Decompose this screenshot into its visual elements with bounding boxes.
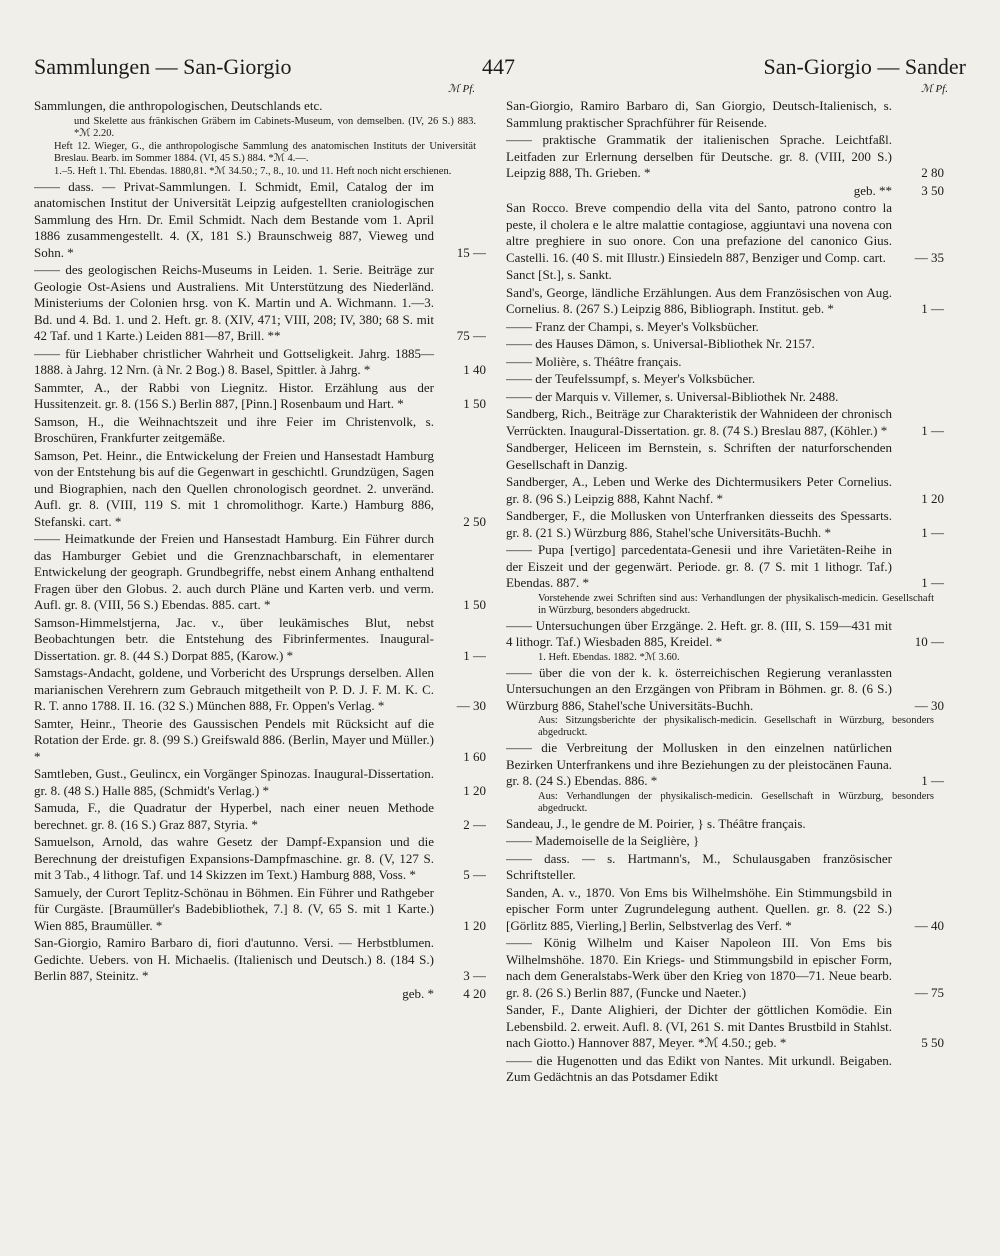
catalog-entry [34,179,486,262]
entry-price: 1 20 [921,490,944,506]
entry-text: Aus: Verhandlungen der physikalisch-medicin. Gesellschaft in Würzburg, besonders abgedruckt. [538,790,934,814]
catalog-entry [506,354,944,371]
catalog-entry [506,593,944,617]
price-unit-right: ℳ Pf. [920,83,948,95]
catalog-entry [34,935,486,985]
entry-price: — 40 [914,917,944,933]
catalog-entry [506,389,944,406]
catalog-entry [506,618,944,651]
catalog-entry [34,346,486,379]
entry-price: 1 — [921,301,944,316]
entry-price: 1 20 [463,782,486,798]
catalog-entry [34,885,486,935]
entry-text: —— Pupa [vertigo] parcedentata-Genesii und ihre Varietäten-Reihe in der Eiszeit und der gegenwärt. Periode. gr. 8. (7 S. mit 1 lithogr. Taf.) Ebendas. 887. * [506,542,892,590]
left-column [34,98,486,1238]
entry-price: 5 50 [921,1035,944,1050]
entry-text: —— dass. — Privat-Sammlungen. I. Schmidt, Emil, Catalog der im anatomischen Institut der Universität Leipzig aufgestellten craniologischen Sammlung des Hrn. Dr. Emil Schmidt. Nach dem Bestande vom 1. April 1886 zusammengestellt. 4. (X, 181 S.) Braunschweig 887, Vieweg und Sohn. * [34,178,434,260]
entry-price: 75 — [456,328,486,343]
entry-text: Vorstehende zwei Schriften sind aus: Verhandlungen der physikalisch-medicin. Gesellschaft in Würzburg, besonders abgedruckt. [538,592,934,616]
catalog-entry [34,448,486,531]
entry-price: 1 — [921,773,944,788]
catalog-entry [506,1002,944,1052]
catalog-entry [506,851,944,884]
entry-text: Samter, Heinr., Theorie des Gaussischen Pendels mit Rücksicht auf die Rotation der Erde. gr. 8. (99 S.) Greifswald 886. (Berlin, Mayer und Müller.) * [34,715,434,764]
catalog-entry [34,834,486,884]
entry-text: —— des Hauses Dämon, s. Universal-Bibliothek Nr. 2157. [506,336,815,351]
catalog-entry [506,508,944,541]
entry-text: —— Molière, s. Théâtre français. [506,353,682,369]
entry-price: 1 — [463,647,486,663]
entry-text: geb. * [402,985,434,1001]
entry-text: —— der Teufelssumpf, s. Meyer's Volksbücher. [506,371,756,386]
entry-text: Heft 12. Wieger, G., die anthropologische Sammlung des anatomischen Instituts der Universität Breslau. Bearb. im Sommer 1884. (VI, 45 S.) 884. *ℳ 4.—. [54,140,476,164]
running-head-left: Sammlungen — San-Giorgio [34,54,292,79]
catalog-entry [506,285,944,318]
entry-text: Samson, Pet. Heinr., die Entwickelung der Freien und Hansestadt Hamburg von der Entstehung bis auf die Gegenwart in geschichtl. Grundzügen, Sagen und Biographien, nach den Quellen chronologisch geordnet. 2. unveränd. Aufl. gr. 8. (VIII, 119 S. mit 1 chromolithogr. Karte.) Hamburg 886, Stefanski. cart. * [34,447,434,529]
entry-price: 2 50 [463,513,486,529]
entry-text: Sandeau, J., le gendre de M. Poirier, } s. Théâtre français. [506,815,806,831]
catalog-entry [34,615,486,665]
catalog-entry [506,715,944,739]
entry-text: —— über die von der k. k. österreichischen Regierung veranlassten Untersuchungen an den Erzgängen von Přibram in Böhmen. gr. 8. (6 S.) Würzburg 886, Stahel'sche Universitäts-Buchh. [506,664,892,713]
entry-price: 1 — [921,524,944,540]
entry-text: Samtleben, Gust., Geulincx, ein Vorgänger Spinozas. Inaugural-Dissertation. gr. 8. (48 S.) Halle 885, (Schmidt's Verlag.) * [34,766,434,798]
price-unit-left: ℳ Pf. [448,83,476,95]
entry-price: — 75 [914,984,944,1000]
catalog-entry [34,116,486,140]
entry-text: Samson-Himmelstjerna, Jac. v., über leukämisches Blut, nebst Beobachtungen betr. die Entstehung des Fibrinfermentes. Inaugural-Dissertation. gr. 8. (44 S.) Dorpat 885, (Karow.) * [34,614,434,663]
entry-price: 3 — [463,968,486,983]
entry-price: — 30 [456,698,486,713]
entry-price: 1 — [921,575,944,590]
entry-text: Sand's, George, ländliche Erzählungen. Aus dem Französischen von Aug. Cornelius. 8. (267 S.) Leipzig 886, Bibliograph. Institut. geb. * [506,284,892,316]
entry-text: San Rocco. Breve compendio della vita del Santo, patrono contro la peste, il cholera e le altre malattie contagiose, aggiuntavi una novena con altre preghiere in suo onore. Con una prefazione del canonico Gius. Castelli. 16. (40 S. mit Illustr.) Einsiedeln 887, Benziger und Comp. cart. [506,200,892,265]
catalog-entry [34,166,486,178]
entry-text: —— der Marquis v. Villemer, s. Universal-Bibliothek Nr. 2488. [506,388,839,404]
catalog-entry [506,885,944,935]
catalog-entry [506,542,944,592]
entry-text: und Skelette aus fränkischen Gräbern im Cabinets-Museum, von demselben. (IV, 26 S.) 883. *ℳ 2.20. [74,115,476,139]
entry-text: Aus: Sitzungsberichte der physikalisch-medicin. Gesellschaft in Würzburg, besonders abgedruckt. [538,715,934,738]
catalog-entry [34,262,486,345]
catalog-entry [34,800,486,833]
entry-text: Samstags-Andacht, goldene, und Vorbericht des Ursprungs derselben. Allen marianischen Verehrern zum Gebrauch mitgetheilt von P. D. J. F. M. K. C. R. T. anno 1788. II. 16. (32 S.) München 888, Fr. Oppen's Verlag. * [34,665,434,713]
entry-text: —— die Verbreitung der Mollusken in den einzelnen natürlichen Bezirken Unterfrankens und ihre Beziehungen zu der pleistocänen Fauna. gr. 8. (24 S.) Ebendas. 886. * [506,740,892,788]
entry-text: Sammlungen, die anthropologischen, Deutschlands etc. [34,98,323,113]
catalog-entry [506,98,944,131]
entry-text: —— Untersuchungen über Erzgänge. 2. Heft. gr. 8. (III, S. 159—431 mit 4 lithogr. Taf.) Wiesbaden 885, Kreidel. * [506,617,892,649]
entry-text: Samuda, F., die Quadratur der Hyperbel, nach einer neuen Methode berechnet. gr. 8. (16 S.) Graz 887, Styria. * [34,800,434,832]
catalog-entry [34,380,486,413]
entry-text: —— für Liebhaber christlicher Wahrheit und Gottseligkeit. Jahrg. 1885—1888. à Jahrg. 12 Nrn. (à Nr. 2 Bog.) 8. Basel, Spittler. à Jahrg. * [34,345,434,377]
entry-price: — 35 [914,249,944,265]
entry-price: 1 60 [463,748,486,764]
catalog-entry [506,267,944,284]
entry-price: 3 50 [921,182,944,198]
entry-text: —— Franz der Champi, s. Meyer's Volksbücher. [506,318,759,334]
entry-text: —— Heimatkunde der Freien und Hansestadt Hamburg. Ein Führer durch das Hamburger Gebiet und die Grenznachbarschaft, in elementarer Entwickelung der geograph. Grundbegriffe, nebst einem Anhang enthaltend Fragen über den Globus. 2. auch durch Pläne und Karten verb. und verm. Aufl. gr. 8. (VIII, 56 S.) Ebendas. 885. cart. * [34,531,434,612]
entry-text: —— praktische Grammatik der italienischen Sprache. Leichtfaßl. Leitfaden zur Erlernung derselben für Deutsche. gr. 8. (VIII, 200 S.) Leipzig 888, Th. Grieben. * [506,132,892,180]
catalog-entry [506,935,944,1001]
entry-price: 1 50 [463,597,486,612]
catalog-entry [506,816,944,833]
catalog-entry [506,833,944,850]
entry-text: Sandberg, Rich., Beiträge zur Charakteristik der Wahnideen der chronisch Verrückten. Inaugural-Dissertation. gr. 8. (74 S.) Breslau 887, (Köhler.) * [506,406,892,438]
catalog-entry [34,414,486,447]
entry-text: —— die Hugenotten und das Edikt von Nantes. Mit urkundl. Beigaben. Zum Gedächtnis an das Potsdamer Edikt [506,1052,892,1084]
entry-price: 2 80 [921,165,944,180]
catalog-entry [506,336,944,353]
catalog-entry [506,319,944,336]
entry-text: Sander, F., Dante Alighieri, der Dichter der göttlichen Komödie. Ein Lebensbild. 2. erweit. Aufl. 8. (VI, 261 S. mit Dantes Brustbild in Stahlst. nach Giotto.) Hannover 887, Meyer. *ℳ 4.50.; geb. * [506,1002,892,1050]
entry-price: 5 — [463,867,486,882]
entry-price: 1 20 [463,917,486,933]
entry-text: San-Giorgio, Ramiro Barbaro di, fiori d'autunno. Versi. — Herbstblumen. Gedichte. Uebers. von H. Michaelis. (Italienisch und Deutsch.) 8. (184 S.) Berlin 887, Steinitz. * [34,935,434,983]
entry-text: 1. Heft. Ebendas. 1882. *ℳ 3.60. [538,651,680,663]
entry-price: — 30 [914,697,944,713]
entry-price: 1 40 [463,362,486,377]
catalog-entry [506,1053,944,1086]
entry-price: 1 50 [463,396,486,411]
catalog-entry [506,371,944,388]
entry-price: 2 — [463,816,486,832]
catalog-entry [506,740,944,790]
entry-text: Sandberger, A., Leben und Werke des Dichtermusikers Peter Cornelius. gr. 8. (96 S.) Leipzig 888, Kahnt Nachf. * [506,474,892,506]
catalog-entry [506,440,944,473]
catalog-entry [34,766,486,799]
entry-text: Sammter, A., der Rabbi von Liegnitz. Histor. Erzählung aus der Hussitenzeit. gr. 8. (156 S.) Berlin 887, [Pinn.] Rosenbaum und Hart. * [34,379,434,411]
catalog-entry [34,531,486,614]
catalog-entry [34,141,486,165]
entry-text: Sandberger, F., die Mollusken von Unterfranken diesseits des Spessarts. gr. 8. (21 S.) Würzburg 886, Stahel'sche Universitäts-Buchh. * [506,508,892,540]
entry-price: 15 — [456,244,486,260]
catalog-entry [34,98,486,115]
catalog-entry [506,406,944,439]
catalog-entry [506,665,944,715]
catalog-entry [506,652,944,664]
entry-text: geb. ** [853,182,892,198]
entry-price: 10 — [914,634,944,649]
entry-price: 4 20 [463,985,486,1001]
page-number: 447 [482,54,515,79]
entry-text: —— dass. — s. Hartmann's, M., Schulausgaben französischer Schriftsteller. [506,850,892,882]
running-head-right: San-Giorgio — Sander [763,54,966,79]
entry-text: —— König Wilhelm und Kaiser Napoleon III. Von Ems bis Wilhelmshöhe. 1870. Ein Kriegs- und Stimmungsbild in epischer Form, nach dem Generalstabs-Werk über den Krieg von 1870—71. Neue bearb. gr. 8. (26 S.) Berlin 887, (Funcke und Naeter.) [506,935,892,1000]
catalog-entry [34,986,486,1003]
entry-text: —— Mademoiselle de la Seiglière, } [506,833,700,848]
entry-price: 1 — [921,422,944,438]
page-header [34,54,966,88]
catalog-entry [506,791,944,815]
catalog-entry [506,132,944,182]
entry-text: —— des geologischen Reichs-Museums in Leiden. 1. Serie. Beiträge zur Geologie Ost-Asiens und Australiens. Mit Unterstützung des Niederländ. Ministeriums der Colonien hrsg. von K. Martin und A. Wichmann. 1.—3. Bd. und 4. Bd. 1. und 2. Heft. gr. 8. (XIV, 471; VIII, 208; IV, 380; 68 S. mit 42 Taf. und 1 Karte.) Leiden 881—87, Brill. ** [34,262,434,343]
entry-text: Samuely, der Curort Teplitz-Schönau in Böhmen. Ein Führer und Rathgeber für Curgäste. [Braumüller's Badebibliothek, 7.] 8. (V, 65 S. mit 1 Karte.) Wien 885, Braumüller. * [34,884,434,933]
catalog-entry [506,200,944,266]
entry-text: 1.–5. Heft 1. Thl. Ebendas. 1880,81. *ℳ 34.50.; 7., 8., 10. und 11. Heft noch nicht erschienen. [54,165,452,177]
catalog-entry [506,183,944,200]
catalog-entry [34,665,486,715]
right-column [506,98,944,1238]
entry-text: Sanden, A. v., 1870. Von Ems bis Wilhelmshöhe. Ein Stimmungsbild in epischer Form unter Zugrundelegung authent. Quellen. gr. 8. (22 S.) [Görlitz 885, Vierling,] Berlin, Selbstverlag des Verf. * [506,884,892,933]
entry-text: Samuelson, Arnold, das wahre Gesetz der Dampf-Expansion und die Berechnung der dreistufigen Expansions-Dampfmaschine. gr. 8. (V, 127 S. mit 3 Tab., 4 lithogr. Taf. und 14 Skizzen im Text.) Hamburg 888, Voss. * [34,834,434,882]
entry-text: Sanct [St.], s. Sankt. [506,267,612,282]
catalog-entry [506,474,944,507]
catalog-entry [34,716,486,766]
entry-text: Sandberger, Heliceen im Bernstein, s. Schriften der naturforschenden Gesellschaft in Danzig. [506,440,892,472]
entry-text: San-Giorgio, Ramiro Barbaro di, San Giorgio, Deutsch-Italienisch, s. Sammlung praktischer Sprachführer für Reisende. [506,98,892,130]
entry-text: Samson, H., die Weihnachtszeit und ihre Feier im Christenvolk, s. Broschüren, Frankfurter zeitgemäße. [34,413,434,445]
